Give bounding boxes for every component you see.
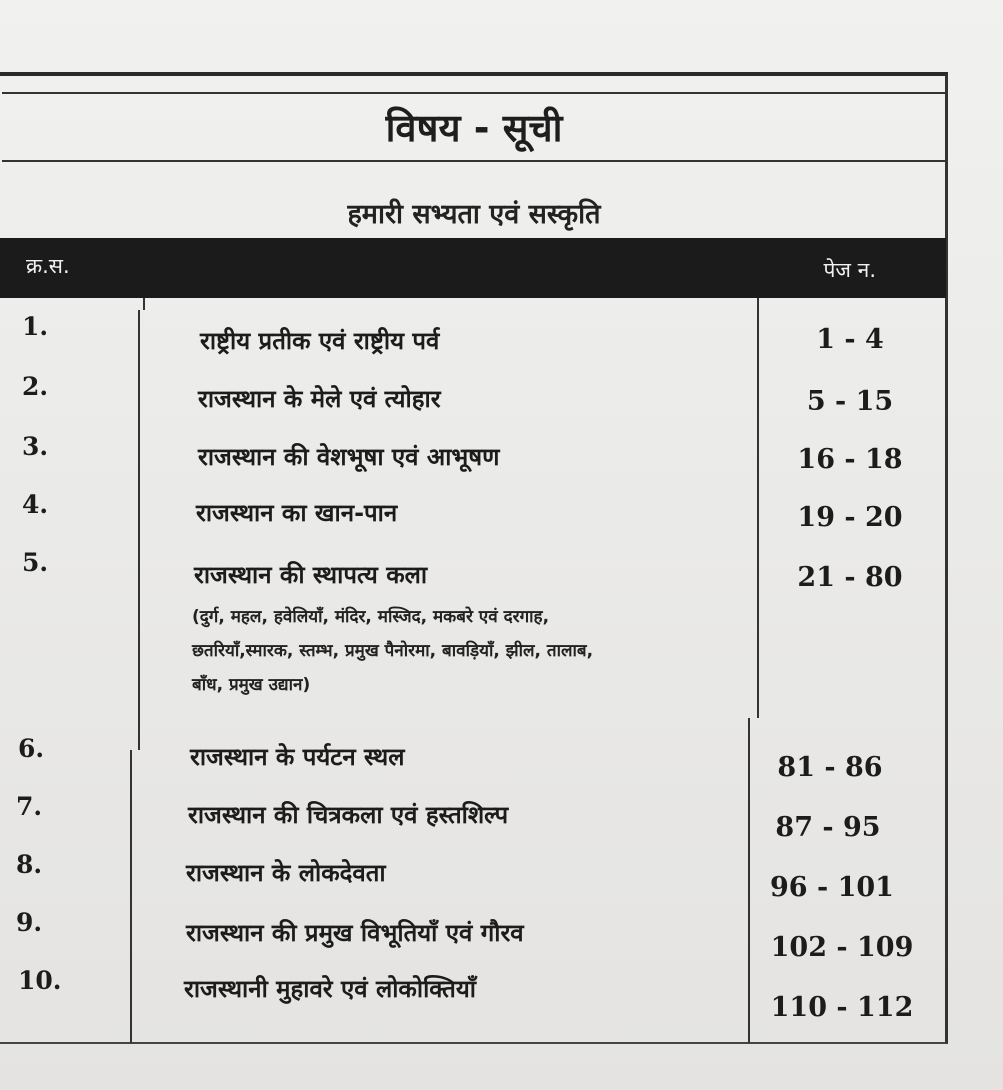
- row-topic: राजस्थान का खान-पान: [196, 499, 398, 527]
- column-divider-left-top: [143, 298, 145, 310]
- row-serial: 1.: [22, 312, 49, 341]
- column-divider-left-mid: [138, 310, 140, 750]
- row-pages: 19 - 20: [797, 502, 903, 533]
- row-topic: राजस्थान की प्रमुख विभूतियाँ एवं गौरव: [186, 919, 524, 947]
- row-topic: राजस्थान की स्थापत्य कला: [194, 561, 428, 589]
- table-header: [0, 238, 946, 298]
- row-topic: राजस्थानी मुहावरे एवं लोकोक्तियाँ: [184, 975, 476, 1003]
- row-pages: 81 - 86: [777, 752, 883, 783]
- column-divider-right-top: [757, 298, 759, 718]
- row-serial: 9.: [16, 908, 43, 937]
- header-page-label: पेज न.: [823, 258, 876, 282]
- row-topic: राजस्थान के मेले एवं त्योहार: [198, 385, 441, 413]
- subtopic-line: छतरियाँ,स्मारक, स्तम्भ, प्रमुख पैनोरमा, बावड़ियाँ, झील, तालाब,: [192, 641, 594, 661]
- row-pages: 87 - 95: [775, 812, 881, 843]
- row-pages: 16 - 18: [797, 444, 903, 475]
- row-serial: 8.: [16, 850, 43, 879]
- row-serial: 10.: [18, 966, 62, 995]
- row-serial: 6.: [18, 734, 45, 763]
- subtopic-line: (दुर्ग, महल, हवेलियाँ, मंदिर, मस्जिद, मकबरे एवं दरगाह,: [192, 607, 550, 627]
- row-pages: 110 - 112: [770, 992, 914, 1023]
- subtopic-line: बाँध, प्रमुख उद्यान): [192, 675, 311, 695]
- column-divider-left-bottom: [130, 750, 132, 1043]
- subtitle-box: [2, 184, 946, 240]
- row-serial: 2.: [22, 372, 49, 401]
- row-serial: 4.: [22, 490, 49, 519]
- row-topic: राजस्थान की चित्रकला एवं हस्तशिल्प: [188, 801, 509, 829]
- row-topic: राष्ट्रीय प्रतीक एवं राष्ट्रीय पर्व: [200, 327, 440, 355]
- row-topic: राजस्थान के पर्यटन स्थल: [190, 743, 405, 771]
- row-topic: राजस्थान की वेशभूषा एवं आभूषण: [198, 443, 500, 471]
- row-topic: राजस्थान के लोकदेवता: [186, 859, 386, 887]
- row-pages: 102 - 109: [770, 932, 914, 963]
- table-body: [0, 298, 946, 1043]
- header-serial-label: क्र.स.: [26, 254, 70, 278]
- row-serial: 7.: [16, 792, 43, 821]
- row-pages: 1 - 4: [816, 324, 884, 355]
- row-serial: 5.: [22, 548, 49, 577]
- row-pages: 96 - 101: [770, 872, 894, 903]
- row-pages: 21 - 80: [797, 562, 903, 593]
- title-box: [2, 92, 946, 162]
- page-title: विषय - सूची: [385, 106, 563, 150]
- row-pages: 5 - 15: [806, 386, 894, 417]
- section-subtitle: हमारी सभ्यता एवं सस्कृति: [347, 198, 601, 230]
- row-subtopic: [192, 600, 732, 702]
- row-serial: 3.: [22, 432, 49, 461]
